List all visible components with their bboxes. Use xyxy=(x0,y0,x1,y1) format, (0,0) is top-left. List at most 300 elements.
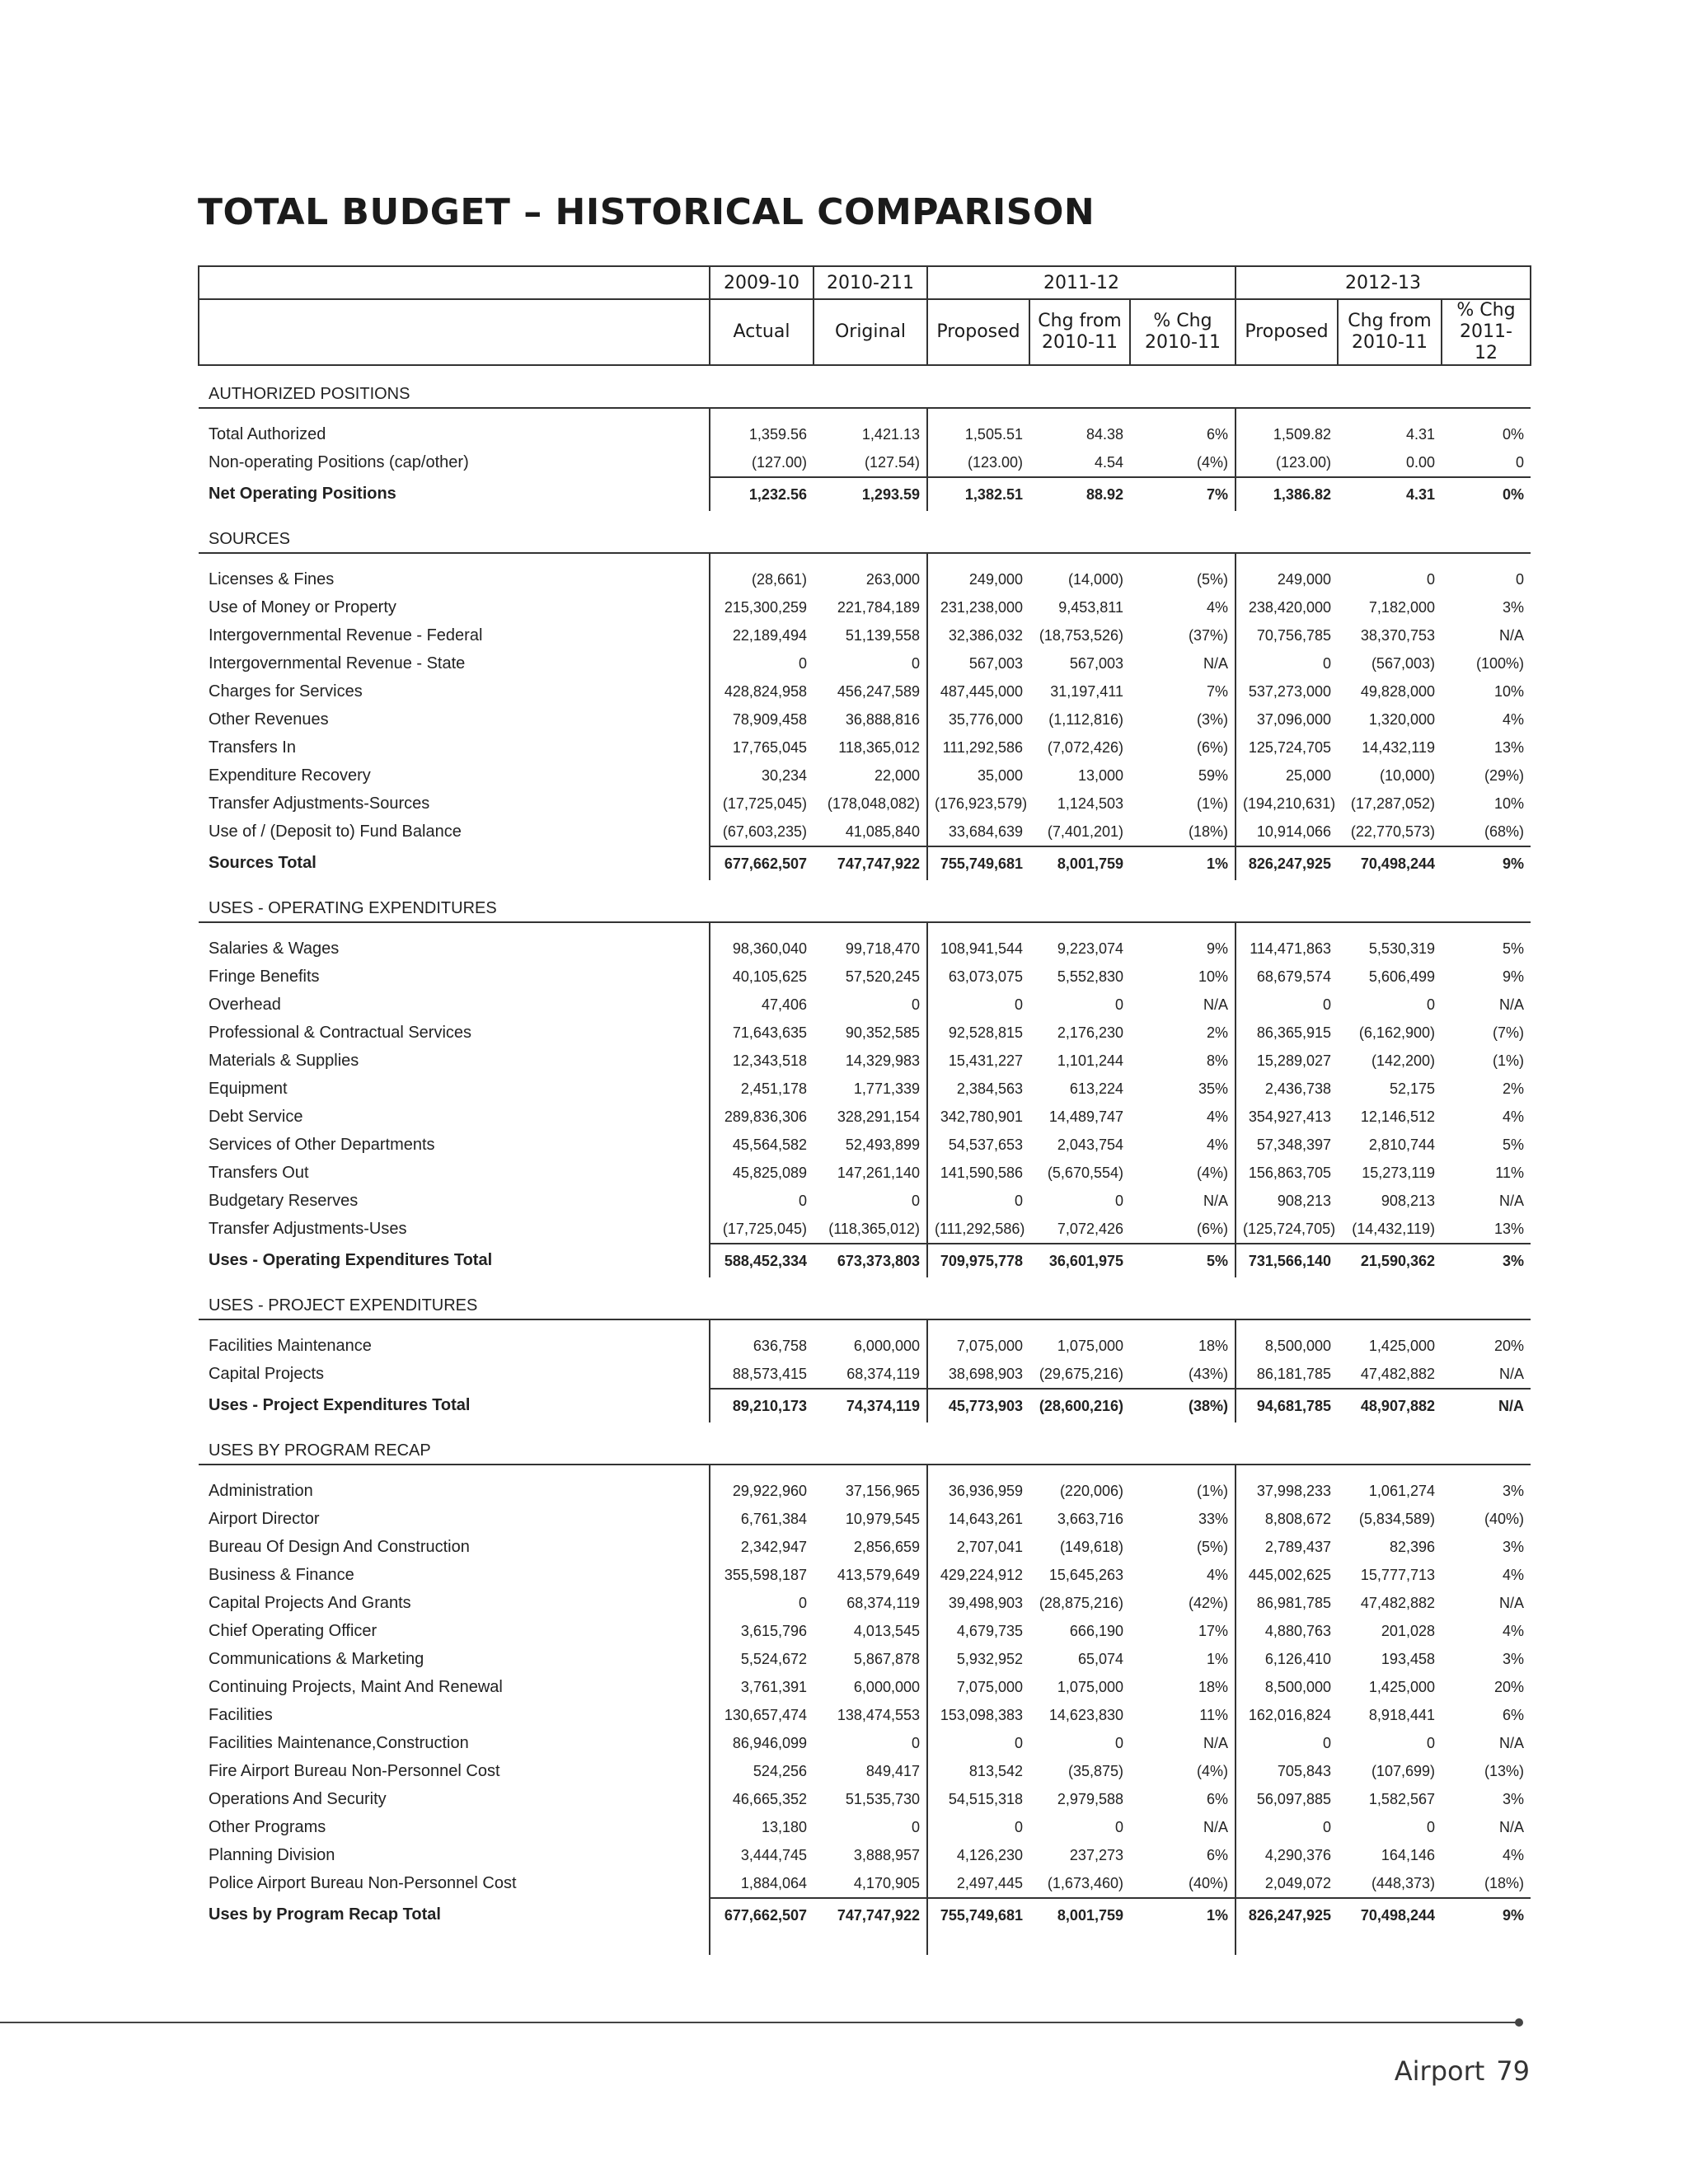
value-cell: 8,918,441 xyxy=(1368,1706,1435,1723)
value-cell: 263,000 xyxy=(865,570,920,588)
spacer-row xyxy=(199,1465,1531,1477)
value-cell: 908,213 xyxy=(1381,1192,1435,1209)
value-cell: (567,003) xyxy=(1371,654,1435,672)
value-cell: (1%) xyxy=(1196,794,1228,812)
row-label: Non-operating Positions (cap/other) xyxy=(209,453,469,471)
value-cell: 4.54 xyxy=(1029,448,1130,477)
value-cell: (4%) xyxy=(1130,448,1236,477)
spacer-cell xyxy=(1338,1465,1442,1477)
total-value-cell: 1% xyxy=(1206,855,1228,872)
spacer-cell xyxy=(1130,408,1236,420)
year-header-2010-11: 2010-211 xyxy=(814,266,927,299)
value-cell: 25,000 xyxy=(1236,762,1338,790)
total-value-cell: 9% xyxy=(1502,855,1524,872)
value-cell: (35,875) xyxy=(1067,1762,1123,1779)
total-value-cell: 70,498,244 xyxy=(1360,1906,1435,1924)
value-cell: 5% xyxy=(1502,940,1524,957)
value-cell: 9,223,074 xyxy=(1057,940,1123,957)
value-cell: 0 xyxy=(1515,570,1524,588)
value-cell: 82,396 xyxy=(1389,1538,1435,1555)
total-row xyxy=(199,477,1531,511)
value-cell: 37,096,000 xyxy=(1236,705,1338,733)
value-cell: 249,000 xyxy=(927,565,1029,593)
spacer-cell xyxy=(1442,408,1531,420)
value-cell: 65,074 xyxy=(1077,1650,1123,1667)
value-cell: (14,432,119) xyxy=(1338,1215,1442,1244)
spacer-cell xyxy=(1236,1319,1338,1332)
value-cell: 86,946,099 xyxy=(710,1729,814,1757)
value-cell: 0 xyxy=(1236,1813,1338,1841)
value-cell: 78,909,458 xyxy=(710,705,814,733)
table-row xyxy=(199,1589,1531,1617)
col-header-original: Original xyxy=(814,299,927,365)
value-cell: 2,810,744 xyxy=(1368,1136,1435,1153)
total-label: Uses by Program Recap Total xyxy=(209,1905,441,1924)
row-label: Expenditure Recovery xyxy=(209,766,371,785)
total-value-cell: 8,001,759 xyxy=(1057,1906,1123,1924)
row-label: Total Authorized xyxy=(209,424,326,443)
table-row xyxy=(199,593,1531,621)
total-value-cell: 826,247,925 xyxy=(1236,1898,1338,1932)
value-cell: N/A xyxy=(1498,626,1524,644)
year-header-2012-13: 2012-13 xyxy=(1236,266,1531,299)
row-label: Facilities xyxy=(209,1705,273,1724)
value-cell: 47,406 xyxy=(710,991,814,1019)
total-value-cell: 0% xyxy=(1502,485,1524,503)
value-cell: 567,003 xyxy=(927,649,1029,677)
value-cell: 118,365,012 xyxy=(838,738,920,756)
value-cell: (118,365,012) xyxy=(814,1215,927,1244)
page-title: TOTAL BUDGET – HISTORICAL COMPARISON xyxy=(198,191,1095,233)
value-cell: N/A xyxy=(1203,1818,1228,1835)
header-blank-cell xyxy=(199,266,710,299)
value-cell: 0.00 xyxy=(1338,448,1442,477)
section-title: USES - PROJECT EXPENDITURES xyxy=(199,1277,1531,1319)
value-cell: (42%) xyxy=(1188,1594,1228,1611)
value-cell: 35,000 xyxy=(927,762,1029,790)
value-cell: 0 xyxy=(1114,1734,1123,1751)
spacer-cell xyxy=(1029,1465,1130,1477)
value-cell: 92,528,815 xyxy=(927,1019,1029,1047)
value-cell: 3,888,957 xyxy=(853,1846,920,1863)
spacer-cell xyxy=(1338,922,1442,935)
table-row xyxy=(199,1813,1531,1841)
value-cell: 613,224 xyxy=(1069,1080,1123,1097)
value-cell: 6% xyxy=(1206,1790,1228,1807)
value-cell: 1,884,064 xyxy=(710,1869,814,1898)
value-cell: N/A xyxy=(1203,654,1228,672)
value-cell: 355,598,187 xyxy=(710,1561,814,1589)
table-row xyxy=(199,818,1531,846)
value-cell: (220,006) xyxy=(1059,1482,1123,1499)
value-cell: (18%) xyxy=(1442,1869,1531,1898)
col-header-pct-chg-2012-13: % Chg 2011-12 xyxy=(1442,299,1531,365)
value-cell: (125,724,705) xyxy=(1236,1215,1338,1244)
value-cell: N/A xyxy=(1498,1594,1524,1611)
table-row xyxy=(199,1187,1531,1215)
value-cell: 0 xyxy=(710,1589,814,1617)
value-cell: 54,515,318 xyxy=(927,1785,1029,1813)
row-label: Other Revenues xyxy=(209,710,329,729)
value-cell: 98,360,040 xyxy=(710,935,814,963)
spacer-cell xyxy=(1130,1932,1236,1955)
value-cell: 18% xyxy=(1198,1337,1228,1354)
value-cell: 54,537,653 xyxy=(927,1131,1029,1159)
value-cell: 15,431,227 xyxy=(927,1047,1029,1075)
value-cell: 4,290,376 xyxy=(1236,1841,1338,1869)
table-row xyxy=(199,1131,1531,1159)
spacer-cell xyxy=(1442,1319,1531,1332)
row-label: Continuing Projects, Maint And Renewal xyxy=(209,1677,503,1696)
spacer-cell xyxy=(710,408,814,420)
value-cell: (4%) xyxy=(1196,1164,1228,1181)
value-cell: 1,509.82 xyxy=(1236,420,1338,448)
total-row xyxy=(199,846,1531,880)
total-label: Sources Total xyxy=(209,854,316,872)
total-value-cell: 89,210,173 xyxy=(710,1389,814,1422)
value-cell: 88,573,415 xyxy=(710,1360,814,1389)
value-cell: 3,444,745 xyxy=(710,1841,814,1869)
value-cell: 342,780,901 xyxy=(927,1103,1029,1131)
value-cell: 445,002,625 xyxy=(1236,1561,1338,1589)
table-row xyxy=(199,1075,1531,1103)
value-cell: 4.31 xyxy=(1405,425,1435,443)
footer-rule xyxy=(0,2022,1518,2023)
value-cell: 6,126,410 xyxy=(1236,1645,1338,1673)
value-cell: 2,789,437 xyxy=(1236,1533,1338,1561)
value-cell: 11% xyxy=(1199,1706,1228,1723)
footer-rule-end-dot xyxy=(1515,2018,1523,2027)
value-cell: 7,075,000 xyxy=(927,1332,1029,1360)
table-body xyxy=(199,365,1531,1955)
table-row xyxy=(199,1617,1531,1645)
value-cell: (7,401,201) xyxy=(1029,818,1130,846)
value-cell: 1,061,274 xyxy=(1368,1482,1435,1499)
value-cell: 0 xyxy=(1426,570,1435,588)
row-label: Capital Projects And Grants xyxy=(209,1593,411,1612)
row-label: Police Airport Bureau Non-Personnel Cost xyxy=(209,1874,517,1892)
value-cell: 4,126,230 xyxy=(927,1841,1029,1869)
value-cell: 20% xyxy=(1493,1337,1524,1354)
value-cell: 10% xyxy=(1493,794,1524,812)
total-value-cell: 1,232.56 xyxy=(710,477,814,511)
value-cell: 14,623,830 xyxy=(1048,1706,1123,1723)
value-cell: 1,421.13 xyxy=(861,425,920,443)
row-label: Use of Money or Property xyxy=(209,598,396,616)
value-cell: 68,374,119 xyxy=(846,1594,920,1611)
value-cell: 3,615,796 xyxy=(710,1617,814,1645)
total-value-cell: 731,566,140 xyxy=(1236,1244,1338,1277)
budget-table-container xyxy=(198,265,1530,1955)
spacer-cell xyxy=(927,1465,1029,1477)
value-cell: 8,808,672 xyxy=(1236,1505,1338,1533)
table-row xyxy=(199,935,1531,963)
value-cell: 2,342,947 xyxy=(710,1533,814,1561)
row-label: Administration xyxy=(209,1481,313,1500)
table-row xyxy=(199,1645,1531,1673)
total-value-cell: 88.92 xyxy=(1085,485,1123,503)
value-cell: 2% xyxy=(1502,1080,1524,1097)
value-cell: (28,661) xyxy=(710,565,814,593)
value-cell: 33,684,639 xyxy=(927,818,1029,846)
spacer-cell xyxy=(199,922,710,935)
value-cell: 0 xyxy=(911,1192,920,1209)
value-cell: 15,289,027 xyxy=(1236,1047,1338,1075)
spacer-cell xyxy=(1442,922,1531,935)
value-cell: 4% xyxy=(1502,710,1524,728)
spacer-cell xyxy=(1029,922,1130,935)
value-cell: 4% xyxy=(1206,1108,1228,1125)
col-header-chg-2011-12: Chg from 2010-11 xyxy=(1029,299,1130,365)
value-cell: (5,670,554) xyxy=(1047,1164,1123,1181)
value-cell: (7,072,426) xyxy=(1047,738,1123,756)
value-cell: N/A xyxy=(1498,996,1524,1013)
spacer-cell xyxy=(1236,408,1338,420)
value-cell: 39,498,903 xyxy=(927,1589,1029,1617)
value-cell: 636,758 xyxy=(710,1332,814,1360)
value-cell: (149,618) xyxy=(1059,1538,1123,1555)
value-cell: 4% xyxy=(1502,1566,1524,1583)
value-cell: 38,370,753 xyxy=(1360,626,1435,644)
total-value-cell: 747,747,922 xyxy=(837,855,920,872)
spacer-cell xyxy=(1236,553,1338,565)
table-row xyxy=(199,649,1531,677)
total-value-cell: 1,386.82 xyxy=(1236,477,1338,511)
total-value-cell: 4.31 xyxy=(1405,485,1435,503)
value-cell: 15,273,119 xyxy=(1362,1164,1435,1181)
section-title: USES - OPERATING EXPENDITURES xyxy=(199,880,1531,922)
table-row xyxy=(199,733,1531,762)
value-cell: (67,603,235) xyxy=(710,818,814,846)
value-cell: N/A xyxy=(1498,1818,1524,1835)
value-cell: 813,542 xyxy=(927,1757,1029,1785)
table-row xyxy=(199,565,1531,593)
value-cell: 57,348,397 xyxy=(1236,1131,1338,1159)
value-cell: 0 xyxy=(1236,1729,1338,1757)
value-cell: 86,365,915 xyxy=(1236,1019,1338,1047)
value-cell: (37%) xyxy=(1188,626,1228,644)
value-cell: (43%) xyxy=(1130,1360,1236,1389)
value-cell: (127.54) xyxy=(814,448,927,477)
value-cell: 18% xyxy=(1198,1678,1228,1695)
row-label: Materials & Supplies xyxy=(209,1051,359,1070)
value-cell: 4% xyxy=(1502,1108,1524,1125)
value-cell: 0 xyxy=(1426,1734,1435,1751)
value-cell: 32,386,032 xyxy=(927,621,1029,649)
value-cell: (1,673,460) xyxy=(1029,1869,1130,1898)
table-row xyxy=(199,1869,1531,1898)
value-cell: 46,665,352 xyxy=(710,1785,814,1813)
value-cell: 1,101,244 xyxy=(1057,1052,1123,1069)
total-label: Net Operating Positions xyxy=(209,485,396,503)
spacer-cell xyxy=(814,408,927,420)
page-number: 79 xyxy=(1496,2055,1530,2087)
value-cell: 13% xyxy=(1442,1215,1531,1244)
table-row xyxy=(199,1701,1531,1729)
value-cell: 0 xyxy=(927,1729,1029,1757)
value-cell: 2,707,041 xyxy=(927,1533,1029,1561)
value-cell: (111,292,586) xyxy=(927,1215,1029,1244)
table-row xyxy=(199,963,1531,991)
row-label: Operations And Security xyxy=(209,1789,387,1808)
budget-table xyxy=(198,265,1531,1955)
spacer-cell xyxy=(199,1319,710,1332)
value-cell: (1%) xyxy=(1492,1052,1524,1069)
section-header-row xyxy=(199,1422,1531,1465)
value-cell: 4,880,763 xyxy=(1236,1617,1338,1645)
value-cell: (10,000) xyxy=(1379,766,1435,784)
value-cell: 705,843 xyxy=(1236,1757,1338,1785)
value-cell: (40%) xyxy=(1130,1869,1236,1898)
spacer-cell xyxy=(710,1465,814,1477)
total-value-cell: 3% xyxy=(1502,1252,1524,1269)
spacer-row xyxy=(199,1932,1531,1955)
value-cell: 6,761,384 xyxy=(710,1505,814,1533)
row-label: Chief Operating Officer xyxy=(209,1621,377,1640)
value-cell: (17,725,045) xyxy=(710,1215,814,1244)
value-cell: (5,834,589) xyxy=(1358,1510,1435,1527)
value-cell: 537,273,000 xyxy=(1236,677,1338,705)
value-cell: 14,643,261 xyxy=(927,1505,1029,1533)
section-header-row xyxy=(199,1277,1531,1319)
col-header-proposed-2012-13: Proposed xyxy=(1236,299,1338,365)
spacer-cell xyxy=(1338,408,1442,420)
value-cell: 22,189,494 xyxy=(710,621,814,649)
value-cell: 4,679,735 xyxy=(927,1617,1029,1645)
value-cell: 3,761,391 xyxy=(710,1673,814,1701)
value-cell: 7% xyxy=(1206,682,1228,700)
value-cell: (100%) xyxy=(1475,654,1524,672)
table-row xyxy=(199,1757,1531,1785)
section-header-row xyxy=(199,880,1531,922)
value-cell: 141,590,586 xyxy=(927,1159,1029,1187)
total-value-cell: (28,600,216) xyxy=(1039,1397,1123,1414)
table-row xyxy=(199,1360,1531,1389)
value-cell: 1,320,000 xyxy=(1368,710,1435,728)
row-label: Professional & Contractual Services xyxy=(209,1023,472,1042)
value-cell: (5%) xyxy=(1196,1538,1228,1555)
row-label: Intergovernmental Revenue - State xyxy=(209,654,466,673)
value-cell: 68,374,119 xyxy=(814,1360,927,1389)
value-cell: 99,718,470 xyxy=(845,940,920,957)
total-value-cell: 673,373,803 xyxy=(837,1252,920,1269)
table-row xyxy=(199,1477,1531,1505)
value-cell: 413,579,649 xyxy=(837,1566,920,1583)
row-label: Use of / (Deposit to) Fund Balance xyxy=(209,823,462,841)
value-cell: 429,224,912 xyxy=(927,1561,1029,1589)
value-cell: 0 xyxy=(911,1734,920,1751)
section-header-row xyxy=(199,511,1531,553)
value-cell: 13,000 xyxy=(1077,766,1123,784)
value-cell: (29%) xyxy=(1484,766,1524,784)
value-cell: 2,436,738 xyxy=(1236,1075,1338,1103)
value-cell: 15,645,263 xyxy=(1048,1566,1123,1583)
total-value-cell: 677,662,507 xyxy=(710,1898,814,1932)
value-cell: 86,981,785 xyxy=(1236,1589,1338,1617)
spacer-cell xyxy=(814,1319,927,1332)
value-cell: 9% xyxy=(1502,968,1524,985)
total-label: Uses - Operating Expenditures Total xyxy=(209,1251,493,1269)
value-cell: 1% xyxy=(1206,1650,1228,1667)
value-cell: 70,756,785 xyxy=(1236,621,1338,649)
value-cell: 14,489,747 xyxy=(1048,1108,1123,1125)
value-cell: 0 xyxy=(1236,649,1338,677)
value-cell: 0 xyxy=(710,1187,814,1215)
table-header xyxy=(199,266,1531,365)
value-cell: 2% xyxy=(1206,1024,1228,1041)
col-header-proposed-2011-12: Proposed xyxy=(927,299,1029,365)
value-cell: (1,112,816) xyxy=(1048,710,1123,728)
spacer-cell xyxy=(199,1932,710,1955)
value-cell: 5% xyxy=(1502,1136,1524,1153)
total-value-cell: 755,749,681 xyxy=(927,1898,1029,1932)
value-cell: 10,979,545 xyxy=(845,1510,920,1527)
col-header-chg-2012-13: Chg from 2010-11 xyxy=(1338,299,1442,365)
row-label: Facilities Maintenance,Construction xyxy=(209,1733,469,1752)
value-cell: 231,238,000 xyxy=(927,593,1029,621)
value-cell: (22,770,573) xyxy=(1338,818,1442,846)
value-cell: 2,384,563 xyxy=(927,1075,1029,1103)
value-cell: 0 xyxy=(927,991,1029,1019)
value-cell: (123.00) xyxy=(1236,448,1338,477)
value-cell: 1,425,000 xyxy=(1368,1337,1435,1354)
value-cell: 138,474,553 xyxy=(837,1706,920,1723)
row-label: Intergovernmental Revenue - Federal xyxy=(209,626,483,644)
value-cell: (194,210,631) xyxy=(1236,790,1338,818)
value-cell: 3% xyxy=(1502,1650,1524,1667)
value-cell: 130,657,474 xyxy=(710,1701,814,1729)
value-cell: 17% xyxy=(1198,1622,1228,1639)
col-header-pct-chg-2011-12: % Chg 2010-11 xyxy=(1130,299,1236,365)
table-row xyxy=(199,1332,1531,1360)
spacer-cell xyxy=(1130,553,1236,565)
value-cell: 0 xyxy=(1236,991,1338,1019)
value-cell: 2,979,588 xyxy=(1057,1790,1123,1807)
value-cell: 0 xyxy=(1114,996,1123,1013)
value-cell: 221,784,189 xyxy=(837,598,920,616)
value-cell: (448,373) xyxy=(1338,1869,1442,1898)
value-cell: 0% xyxy=(1502,425,1524,443)
value-cell: 10% xyxy=(1493,682,1524,700)
spacer-cell xyxy=(710,1932,814,1955)
row-label: Communications & Marketing xyxy=(209,1649,424,1668)
total-value-cell: 588,452,334 xyxy=(710,1244,814,1277)
col-header-actual: Actual xyxy=(710,299,814,365)
value-cell: 4% xyxy=(1502,1846,1524,1863)
spacer-cell xyxy=(1236,1465,1338,1477)
spacer-cell xyxy=(927,1932,1029,1955)
value-cell: 4,013,545 xyxy=(853,1622,920,1639)
value-cell: 90,352,585 xyxy=(845,1024,920,1041)
row-label: Business & Finance xyxy=(209,1565,354,1584)
value-cell: N/A xyxy=(1498,1734,1524,1751)
value-cell: 5,524,672 xyxy=(710,1645,814,1673)
value-cell: 0 xyxy=(1426,996,1435,1013)
value-cell: 1,075,000 xyxy=(1057,1678,1123,1695)
value-cell: 0 xyxy=(911,654,920,672)
table-row xyxy=(199,705,1531,733)
value-cell: (5%) xyxy=(1196,570,1228,588)
row-label: Equipment xyxy=(209,1079,288,1098)
value-cell: 45,825,089 xyxy=(710,1159,814,1187)
total-row xyxy=(199,1244,1531,1277)
row-label: Facilities Maintenance xyxy=(209,1336,372,1355)
value-cell: 6% xyxy=(1502,1706,1524,1723)
value-cell: 49,828,000 xyxy=(1360,682,1435,700)
section-title: USES BY PROGRAM RECAP xyxy=(199,1422,1531,1465)
value-cell: 7,182,000 xyxy=(1368,598,1435,616)
row-label: Fringe Benefits xyxy=(209,967,320,986)
